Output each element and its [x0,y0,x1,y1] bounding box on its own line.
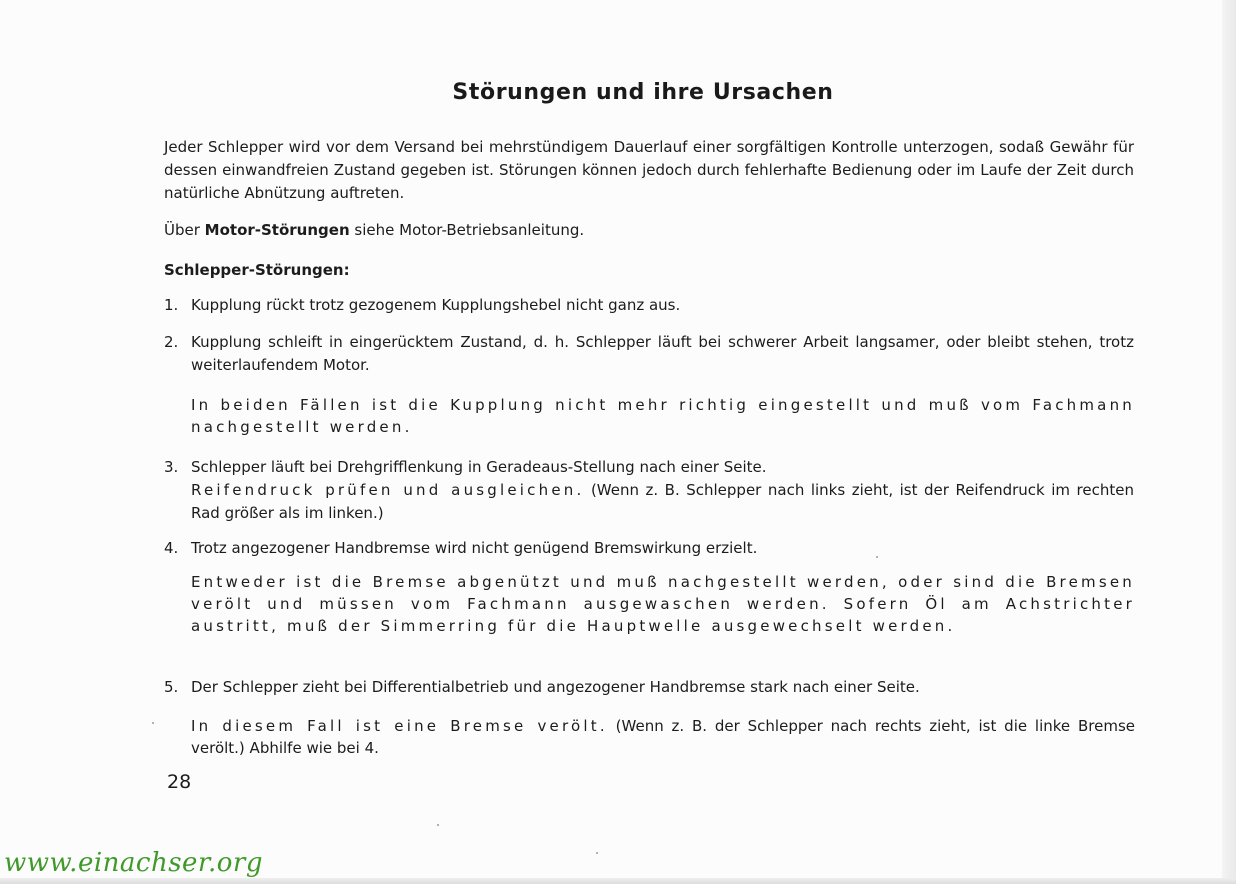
page-edge [1222,0,1236,884]
item-number: 3. [164,458,179,476]
item-text: Kupplung schleift in eingerücktem Zustand, d. h. Schlepper läuft bei schwerer Arbeit langsamer, oder bleibt stehen, trotz weiterlaufendem Motor. [191,333,1134,374]
watermark: www.einachser.org [4,848,263,878]
list-item [164,537,1134,560]
item-text: Kupplung rückt trotz gezogenem Kupplungshebel nicht ganz aus. [191,296,681,314]
remedy-rest: (Wenn z. B. Schlepper nach links zieht, ist der Reifendruck im rechten Rad größer als im linken.) [191,481,1134,522]
remedy-spaced: In diesem Fall ist eine Bremse verölt. [191,717,608,735]
page-edge-bottom [0,878,1236,884]
list-item [164,331,1134,377]
section-heading: Schlepper-Störungen: [164,261,350,279]
list-item [164,294,1134,317]
item-text [191,456,1134,525]
motor-note-suffix: siehe Motor-Betriebsanleitung. [349,221,585,239]
motor-note-prefix: Über [164,221,205,239]
item-number: 2. [164,333,179,351]
intro-paragraph: Jeder Schlepper wird vor dem Versand bei mehrstündigem Dauerlauf einer sorgfältigen Kontrolle unterzogen, sodaß Gewähr für dessen einwandfreien Zustand gegeben ist. Störungen können jedoch durch fehlerhafte Bedienung oder im Laufe der Zeit durch natürliche Abnützung auftreten. [164,138,1134,202]
item-text: Der Schlepper zieht bei Differentialbetrieb und angezogener Handbremse stark nach einer Seite. [191,678,920,696]
remedy-spaced: Reifendruck prüfen und ausgleichen. [191,481,585,499]
list-item [164,676,1134,699]
remedy-rest: (Wenn z. B. der Schlepper nach rechts zieht, ist die linke Bremse verölt.) Abhilfe wie bei 4. [191,717,1135,757]
motor-note-bold: Motor-Störungen [204,221,350,239]
item-text: Trotz angezogener Handbremse wird nicht genügend Bremswirkung erzielt. [191,539,758,557]
remedy-note: Entweder ist die Bremse abgenützt und muß nachgestellt werden, oder sind die Bremsen verölt und müssen vom Fachmann ausgewaschen werden. Sofern Öl am Achstrichter austritt, muß der Simmerring für die Hauptwelle ausgewechselt werden. [191,573,1135,635]
paper-speck [437,824,439,826]
remedy-note [191,715,1135,759]
item-number: 1. [164,296,179,314]
page-number: 28 [167,771,192,793]
item-number: 4. [164,539,179,557]
item-number: 5. [164,678,179,696]
paper-speck [152,722,154,724]
page-title: Störungen und ihre Ursachen [452,80,834,105]
motor-note [164,219,1134,242]
paper-speck [596,852,598,854]
paper-speck [876,556,878,558]
remedy-note: In beiden Fällen ist die Kupplung nicht mehr richtig eingestellt und muß vom Fachmann nachgestellt werden. [191,396,1135,436]
item-text-main: Schlepper läuft bei Drehgrifflenkung in Geradeaus-Stellung nach einer Seite. [191,458,767,476]
list-item [164,456,1134,525]
